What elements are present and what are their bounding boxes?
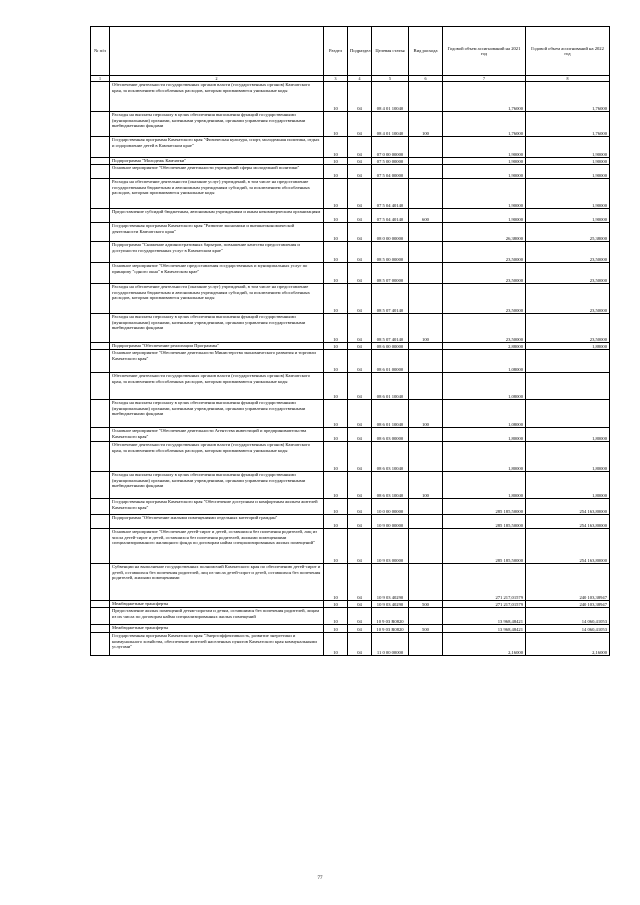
row-amount-2022-cell: 1,90000 bbox=[526, 137, 610, 158]
row-number-cell bbox=[91, 263, 110, 284]
row-number-cell bbox=[91, 112, 110, 137]
row-target-article-cell: 08 0 00 00000 bbox=[372, 223, 409, 242]
row-target-article-cell: 11 0 00 00000 bbox=[372, 633, 409, 656]
row-podrazdel-cell: 04 bbox=[348, 373, 372, 400]
row-amount-2022-cell: 23,50000 bbox=[526, 242, 610, 263]
row-number-cell bbox=[91, 158, 110, 165]
table-row bbox=[91, 515, 610, 529]
row-amount-2021-cell: 1,76000 bbox=[443, 112, 526, 137]
table-row bbox=[91, 428, 610, 442]
row-podrazdel-cell: 04 bbox=[348, 472, 372, 499]
row-name-cell: Подпрограмма "Молодежь Камчатки" bbox=[110, 158, 324, 165]
row-amount-2021-cell: 1,90000 bbox=[443, 209, 526, 223]
row-podrazdel-cell: 04 bbox=[348, 314, 372, 343]
row-number-cell bbox=[91, 179, 110, 209]
row-target-article-cell: 10 9 03 R0820 bbox=[372, 625, 409, 633]
row-razdel-cell: 10 bbox=[324, 400, 348, 428]
table-row bbox=[91, 284, 610, 314]
row-razdel-cell: 10 bbox=[324, 515, 348, 529]
row-razdel-cell: 10 bbox=[324, 633, 348, 656]
row-name-cell: Основное мероприятие "Обеспечение детей-сирот и детей, оставшихся без попечения родителей, лиц из числа детей-сирот и детей, оставшихся без попечения родителей, жилыми помещениями специализированного жилищного фонда по договорам найма специализированных жилых помещений" bbox=[110, 529, 324, 564]
row-podrazdel-cell: 04 bbox=[348, 601, 372, 608]
row-amount-2021-cell: 13 968,48421 bbox=[443, 625, 526, 633]
row-expense-type-cell bbox=[409, 137, 443, 158]
row-target-article-cell: 08 4 01 10040 bbox=[372, 112, 409, 137]
row-target-article-cell: 08 5 07 40140 bbox=[372, 284, 409, 314]
col-header-number: № п/п bbox=[91, 27, 110, 76]
row-amount-2021-cell: 1,90000 bbox=[443, 158, 526, 165]
row-amount-2021-cell: 1,08000 bbox=[443, 350, 526, 373]
row-expense-type-cell bbox=[409, 242, 443, 263]
row-target-article-cell: 08 6 01 10040 bbox=[372, 400, 409, 428]
row-name-cell: Расходы на обеспечение деятельности (оказание услуг) учреждений, в том числе на предоставление государственным бюджетным и автономным учреждениям субсидий, за исключением обособленных расходов, которым присваиваются уникальные коды bbox=[110, 284, 324, 314]
row-number-cell bbox=[91, 350, 110, 373]
row-amount-2021-cell: 285 185,50000 bbox=[443, 529, 526, 564]
row-amount-2021-cell: 23,50000 bbox=[443, 284, 526, 314]
row-target-article-cell: 08 6 01 10040 bbox=[372, 373, 409, 400]
row-podrazdel-cell: 04 bbox=[348, 284, 372, 314]
row-amount-2022-cell: 1,90000 bbox=[526, 165, 610, 179]
row-name-cell: Государственная программа Камчатского края "Физическая культура, спорт, молодежная политика, отдых и оздоровление детей в Камчатском крае" bbox=[110, 137, 324, 158]
row-expense-type-cell: 100 bbox=[409, 400, 443, 428]
col-number: 4 bbox=[348, 76, 372, 82]
row-podrazdel-cell: 04 bbox=[348, 608, 372, 625]
table-row bbox=[91, 179, 610, 209]
row-expense-type-cell bbox=[409, 442, 443, 472]
row-name-cell: Расходы на выплаты персоналу в целях обеспечения выполнения функций государственными (муниципальными) органами, казенными учреждениями, органами управления государственными внебюджетными фондами bbox=[110, 472, 324, 499]
row-number-cell bbox=[91, 529, 110, 564]
row-amount-2022-cell: 1,88000 bbox=[526, 343, 610, 350]
row-expense-type-cell bbox=[409, 284, 443, 314]
row-amount-2022-cell: 254 163,80000 bbox=[526, 499, 610, 515]
row-target-article-cell: 08 6 03 10040 bbox=[372, 472, 409, 499]
row-name-cell: Государственная программа Камчатского края "Энергоэффективность, развитие энергетики и коммунального хозяйства, обеспечение жителей населенных пунктов Камчатского края коммунальными услугами" bbox=[110, 633, 324, 656]
row-target-article-cell: 07 5 04 40140 bbox=[372, 209, 409, 223]
row-number-cell bbox=[91, 284, 110, 314]
row-name-cell: Расходы на обеспечение деятельности (оказание услуг) учреждений, в том числе на предоставление государственным бюджетным и автономным учреждениям субсидий, за исключением обособленных расходов, которым присваиваются уникальные коды bbox=[110, 179, 324, 209]
row-target-article-cell: 08 5 07 40140 bbox=[372, 314, 409, 343]
row-name-cell: Межбюджетные трансферты bbox=[110, 625, 324, 633]
row-amount-2022-cell: 23,50000 bbox=[526, 263, 610, 284]
row-razdel-cell: 10 bbox=[324, 499, 348, 515]
row-expense-type-cell: 100 bbox=[409, 472, 443, 499]
row-podrazdel-cell: 04 bbox=[348, 263, 372, 284]
row-expense-type-cell bbox=[409, 350, 443, 373]
row-amount-2021-cell: 23,50000 bbox=[443, 263, 526, 284]
row-amount-2021-cell: 1,80000 bbox=[443, 428, 526, 442]
table-row bbox=[91, 209, 610, 223]
table-row bbox=[91, 314, 610, 343]
row-expense-type-cell bbox=[409, 529, 443, 564]
row-name-cell: Предоставление субсидий бюджетным, автономным учреждениям и иным некоммерческим организациям bbox=[110, 209, 324, 223]
table-row bbox=[91, 442, 610, 472]
row-target-article-cell: 10 9 03 40290 bbox=[372, 601, 409, 608]
row-razdel-cell: 10 bbox=[324, 223, 348, 242]
row-razdel-cell: 10 bbox=[324, 165, 348, 179]
row-expense-type-cell bbox=[409, 343, 443, 350]
row-amount-2022-cell: 1,76000 bbox=[526, 82, 610, 112]
row-name-cell: Государственная программа Камчатского края "Обеспечение доступным и комфортным жильем жителей Камчатского края" bbox=[110, 499, 324, 515]
row-number-cell bbox=[91, 428, 110, 442]
col-header-amount-2021: Годовой объем ассигнований на 2021 год bbox=[443, 27, 526, 76]
row-amount-2022-cell bbox=[526, 373, 610, 400]
row-number-cell bbox=[91, 633, 110, 656]
row-number-cell bbox=[91, 343, 110, 350]
row-amount-2022-cell: 254 163,80000 bbox=[526, 515, 610, 529]
row-expense-type-cell bbox=[409, 499, 443, 515]
row-name-cell: Подпрограмма "Снижение административных барьеров, повышение качества предоставления и доступности государственных услуг в Камчатском крае" bbox=[110, 242, 324, 263]
row-target-article-cell: 08 6 01 00000 bbox=[372, 350, 409, 373]
row-name-cell: Субвенции на выполнение государственных полномочий Камчатского края по обеспечению детей-сирот и детей, оставшихся без попечения родителей, лиц из числа детей-сирот и детей, оставшихся без попечения родителей, жилыми помещениями bbox=[110, 564, 324, 601]
row-podrazdel-cell: 04 bbox=[348, 343, 372, 350]
row-amount-2022-cell: 1,80000 bbox=[526, 428, 610, 442]
row-razdel-cell: 10 bbox=[324, 179, 348, 209]
row-name-cell: Основное мероприятие "Обеспечение предоставления государственных и муниципальных услуг по принципу "одного окна" в Камчатском крае" bbox=[110, 263, 324, 284]
row-amount-2022-cell: 1,76000 bbox=[526, 112, 610, 137]
table-row bbox=[91, 242, 610, 263]
row-amount-2022-cell: 2,16000 bbox=[526, 633, 610, 656]
table-row bbox=[91, 529, 610, 564]
row-amount-2022-cell: 14 060,41053 bbox=[526, 608, 610, 625]
row-amount-2022-cell: 1,90000 bbox=[526, 158, 610, 165]
row-amount-2022-cell: 240 103,38947 bbox=[526, 601, 610, 608]
budget-table bbox=[90, 26, 610, 656]
row-target-article-cell: 08 6 03 10040 bbox=[372, 442, 409, 472]
row-podrazdel-cell: 04 bbox=[348, 625, 372, 633]
row-amount-2022-cell: 254 163,80000 bbox=[526, 529, 610, 564]
col-number: 5 bbox=[372, 76, 409, 82]
row-number-cell bbox=[91, 223, 110, 242]
row-name-cell: Обеспечение деятельности государственных органов власти (государственных органов) Камчатского края, за исключением обособленных расходов, которым присваиваются уникальные коды bbox=[110, 373, 324, 400]
row-amount-2022-cell: 240 103,38947 bbox=[526, 564, 610, 601]
row-podrazdel-cell: 04 bbox=[348, 428, 372, 442]
row-number-cell bbox=[91, 400, 110, 428]
col-number: 1 bbox=[91, 76, 110, 82]
row-number-cell bbox=[91, 373, 110, 400]
row-target-article-cell: 10 9 03 40290 bbox=[372, 564, 409, 601]
row-podrazdel-cell: 04 bbox=[348, 442, 372, 472]
row-amount-2021-cell: 1,80000 bbox=[443, 442, 526, 472]
row-amount-2021-cell: 1,90000 bbox=[443, 179, 526, 209]
row-expense-type-cell: 500 bbox=[409, 625, 443, 633]
row-expense-type-cell bbox=[409, 428, 443, 442]
row-podrazdel-cell: 04 bbox=[348, 242, 372, 263]
row-razdel-cell: 10 bbox=[324, 82, 348, 112]
row-expense-type-cell: 100 bbox=[409, 314, 443, 343]
row-podrazdel-cell: 04 bbox=[348, 165, 372, 179]
row-razdel-cell: 10 bbox=[324, 564, 348, 601]
row-razdel-cell: 10 bbox=[324, 608, 348, 625]
table-row bbox=[91, 137, 610, 158]
col-header-expense-type: Вид расхода bbox=[409, 27, 443, 76]
row-amount-2022-cell: 1,90000 bbox=[526, 209, 610, 223]
row-podrazdel-cell: 04 bbox=[348, 529, 372, 564]
row-amount-2021-cell: 271 217,01579 bbox=[443, 601, 526, 608]
row-amount-2021-cell: 26,38000 bbox=[443, 223, 526, 242]
col-number: 8 bbox=[526, 76, 610, 82]
row-podrazdel-cell: 04 bbox=[348, 179, 372, 209]
row-target-article-cell: 07 5 04 00000 bbox=[372, 165, 409, 179]
row-amount-2021-cell: 1,08000 bbox=[443, 400, 526, 428]
row-expense-type-cell bbox=[409, 158, 443, 165]
row-name-cell: Предоставление жилых помещений детям-сиротам и детям, оставшимся без попечения родителей, лицам из их числа по договорам найма специализированных жилых помещений bbox=[110, 608, 324, 625]
row-razdel-cell: 10 bbox=[324, 137, 348, 158]
row-amount-2021-cell: 285 185,50000 bbox=[443, 515, 526, 529]
row-target-article-cell: 08 6 00 00000 bbox=[372, 343, 409, 350]
row-number-cell bbox=[91, 499, 110, 515]
table-row bbox=[91, 625, 610, 633]
row-number-cell bbox=[91, 442, 110, 472]
table-row bbox=[91, 112, 610, 137]
row-amount-2022-cell: 25,38000 bbox=[526, 223, 610, 242]
row-number-cell bbox=[91, 515, 110, 529]
col-header-amount-2022: Годовой объем ассигнований на 2022 год bbox=[526, 27, 610, 76]
row-number-cell bbox=[91, 608, 110, 625]
page-number: 77 bbox=[317, 876, 323, 881]
row-number-cell bbox=[91, 564, 110, 601]
table-row bbox=[91, 601, 610, 608]
row-razdel-cell: 10 bbox=[324, 263, 348, 284]
row-target-article-cell: 08 4 01 10040 bbox=[372, 82, 409, 112]
row-podrazdel-cell: 04 bbox=[348, 400, 372, 428]
row-amount-2022-cell bbox=[526, 400, 610, 428]
row-target-article-cell: 08 6 03 00000 bbox=[372, 428, 409, 442]
row-name-cell: Подпрограмма "Обеспечение реализации Программы" bbox=[110, 343, 324, 350]
row-amount-2021-cell: 1,90000 bbox=[443, 137, 526, 158]
row-amount-2021-cell: 2,16000 bbox=[443, 633, 526, 656]
row-number-cell bbox=[91, 82, 110, 112]
row-razdel-cell: 10 bbox=[324, 314, 348, 343]
row-razdel-cell: 10 bbox=[324, 373, 348, 400]
row-name-cell: Межбюджетные трансферты bbox=[110, 601, 324, 608]
row-number-cell bbox=[91, 472, 110, 499]
row-number-cell bbox=[91, 314, 110, 343]
table-row bbox=[91, 400, 610, 428]
row-name-cell: Государственная программа Камчатского края "Развитие экономики и внешнеэкономической деятельности Камчатского края" bbox=[110, 223, 324, 242]
col-number: 3 bbox=[324, 76, 348, 82]
row-expense-type-cell: 600 bbox=[409, 209, 443, 223]
row-podrazdel-cell: 04 bbox=[348, 209, 372, 223]
table-row bbox=[91, 633, 610, 656]
row-razdel-cell: 10 bbox=[324, 158, 348, 165]
row-podrazdel-cell: 04 bbox=[348, 137, 372, 158]
row-expense-type-cell: 500 bbox=[409, 601, 443, 608]
row-amount-2021-cell: 271 217,01579 bbox=[443, 564, 526, 601]
row-amount-2021-cell: 23,50000 bbox=[443, 314, 526, 343]
row-name-cell: Основное мероприятие "Обеспечение деятельности Агентства инвестиций и предпринимательства Камчатского края" bbox=[110, 428, 324, 442]
row-podrazdel-cell: 04 bbox=[348, 350, 372, 373]
table-row bbox=[91, 158, 610, 165]
row-razdel-cell: 10 bbox=[324, 472, 348, 499]
col-number: 6 bbox=[409, 76, 443, 82]
row-amount-2022-cell: 1,90000 bbox=[526, 179, 610, 209]
row-name-cell: Подпрограмма "Обеспечение жилыми помещениями отдельных категорий граждан" bbox=[110, 515, 324, 529]
header-row bbox=[91, 27, 610, 76]
row-amount-2021-cell: 285 185,50000 bbox=[443, 499, 526, 515]
row-podrazdel-cell: 04 bbox=[348, 633, 372, 656]
row-razdel-cell: 10 bbox=[324, 343, 348, 350]
row-number-cell bbox=[91, 137, 110, 158]
table-row bbox=[91, 472, 610, 499]
row-name-cell: Основное мероприятие "Обеспечение деятельности учреждений сферы молодежной политики" bbox=[110, 165, 324, 179]
row-target-article-cell: 07 0 00 00000 bbox=[372, 137, 409, 158]
col-header-podrazdel: Подраздел bbox=[348, 27, 372, 76]
row-expense-type-cell bbox=[409, 633, 443, 656]
row-podrazdel-cell: 04 bbox=[348, 82, 372, 112]
row-expense-type-cell bbox=[409, 608, 443, 625]
row-expense-type-cell bbox=[409, 82, 443, 112]
row-expense-type-cell bbox=[409, 165, 443, 179]
table-row bbox=[91, 350, 610, 373]
row-number-cell bbox=[91, 165, 110, 179]
row-razdel-cell: 10 bbox=[324, 442, 348, 472]
row-name-cell: Обеспечение деятельности государственных органов власти (государственных органов) Камчатского края, за исключением обособленных расходов, которым присваиваются уникальные коды bbox=[110, 82, 324, 112]
row-amount-2022-cell: 14 060,41053 bbox=[526, 625, 610, 633]
row-podrazdel-cell: 04 bbox=[348, 158, 372, 165]
row-target-article-cell: 07 5 00 00000 bbox=[372, 158, 409, 165]
row-number-cell bbox=[91, 242, 110, 263]
row-razdel-cell: 10 bbox=[324, 428, 348, 442]
table-body bbox=[91, 82, 610, 656]
row-podrazdel-cell: 04 bbox=[348, 515, 372, 529]
row-razdel-cell: 10 bbox=[324, 209, 348, 223]
row-target-article-cell: 08 5 00 00000 bbox=[372, 242, 409, 263]
table-row bbox=[91, 165, 610, 179]
table-row bbox=[91, 564, 610, 601]
row-razdel-cell: 10 bbox=[324, 529, 348, 564]
row-name-cell: Расходы на выплаты персоналу в целях обеспечения выполнения функций государственными (муниципальными) органами, казенными учреждениями, органами управления государственными внебюджетными фондами bbox=[110, 314, 324, 343]
col-header-name bbox=[110, 27, 324, 76]
row-number-cell bbox=[91, 625, 110, 633]
table-row bbox=[91, 608, 610, 625]
budget-table-container bbox=[90, 26, 609, 656]
row-name-cell: Основное мероприятие "Обеспечение деятельности Министерства экономического развития и торговли Камчатского края" bbox=[110, 350, 324, 373]
row-name-cell: Расходы на выплаты персоналу в целях обеспечения выполнения функций государственными (муниципальными) органами, казенными учреждениями, органами управления государственными внебюджетными фондами bbox=[110, 400, 324, 428]
row-expense-type-cell bbox=[409, 515, 443, 529]
row-expense-type-cell bbox=[409, 223, 443, 242]
row-amount-2022-cell: 1,80000 bbox=[526, 442, 610, 472]
row-target-article-cell: 10 0 00 00000 bbox=[372, 499, 409, 515]
row-target-article-cell: 10 9 03 R0820 bbox=[372, 608, 409, 625]
col-header-target-article: Целевая статья bbox=[372, 27, 409, 76]
row-target-article-cell: 08 5 07 00000 bbox=[372, 263, 409, 284]
row-number-cell bbox=[91, 209, 110, 223]
row-podrazdel-cell: 04 bbox=[348, 499, 372, 515]
row-podrazdel-cell: 04 bbox=[348, 564, 372, 601]
row-amount-2022-cell: 1,80000 bbox=[526, 472, 610, 499]
table-row bbox=[91, 343, 610, 350]
row-amount-2022-cell bbox=[526, 350, 610, 373]
table-row bbox=[91, 82, 610, 112]
row-name-cell: Расходы на выплаты персоналу в целях обеспечения выполнения функций государственными (муниципальными) органами, казенными учреждениями, органами управления государственными внебюджетными фондами bbox=[110, 112, 324, 137]
row-podrazdel-cell: 04 bbox=[348, 112, 372, 137]
row-expense-type-cell bbox=[409, 179, 443, 209]
row-amount-2022-cell: 23,50000 bbox=[526, 314, 610, 343]
row-amount-2022-cell: 23,50000 bbox=[526, 284, 610, 314]
row-razdel-cell: 10 bbox=[324, 601, 348, 608]
row-target-article-cell: 07 5 04 40140 bbox=[372, 179, 409, 209]
row-target-article-cell: 10 9 00 00000 bbox=[372, 515, 409, 529]
row-amount-2021-cell: 23,50000 bbox=[443, 242, 526, 263]
row-amount-2021-cell: 1,80000 bbox=[443, 472, 526, 499]
row-amount-2021-cell: 1,90000 bbox=[443, 165, 526, 179]
row-razdel-cell: 10 bbox=[324, 284, 348, 314]
row-razdel-cell: 10 bbox=[324, 350, 348, 373]
row-amount-2021-cell: 1,76000 bbox=[443, 82, 526, 112]
col-header-razdel: Раздел bbox=[324, 27, 348, 76]
row-razdel-cell: 10 bbox=[324, 242, 348, 263]
col-number: 2 bbox=[110, 76, 324, 82]
col-number: 7 bbox=[443, 76, 526, 82]
row-name-cell: Обеспечение деятельности государственных органов власти (государственных органов) Камчатского края, за исключением обособленных расходов, которым присваиваются уникальные коды bbox=[110, 442, 324, 472]
table-row bbox=[91, 223, 610, 242]
table-row bbox=[91, 499, 610, 515]
row-expense-type-cell bbox=[409, 263, 443, 284]
row-number-cell bbox=[91, 601, 110, 608]
row-amount-2021-cell: 2,88000 bbox=[443, 343, 526, 350]
row-expense-type-cell bbox=[409, 373, 443, 400]
row-razdel-cell: 10 bbox=[324, 625, 348, 633]
row-target-article-cell: 10 9 03 00000 bbox=[372, 529, 409, 564]
row-podrazdel-cell: 04 bbox=[348, 223, 372, 242]
row-razdel-cell: 10 bbox=[324, 112, 348, 137]
row-expense-type-cell: 100 bbox=[409, 112, 443, 137]
row-amount-2021-cell: 13 968,48421 bbox=[443, 608, 526, 625]
row-expense-type-cell bbox=[409, 564, 443, 601]
table-row bbox=[91, 373, 610, 400]
table-row bbox=[91, 263, 610, 284]
row-amount-2021-cell: 1,08000 bbox=[443, 373, 526, 400]
